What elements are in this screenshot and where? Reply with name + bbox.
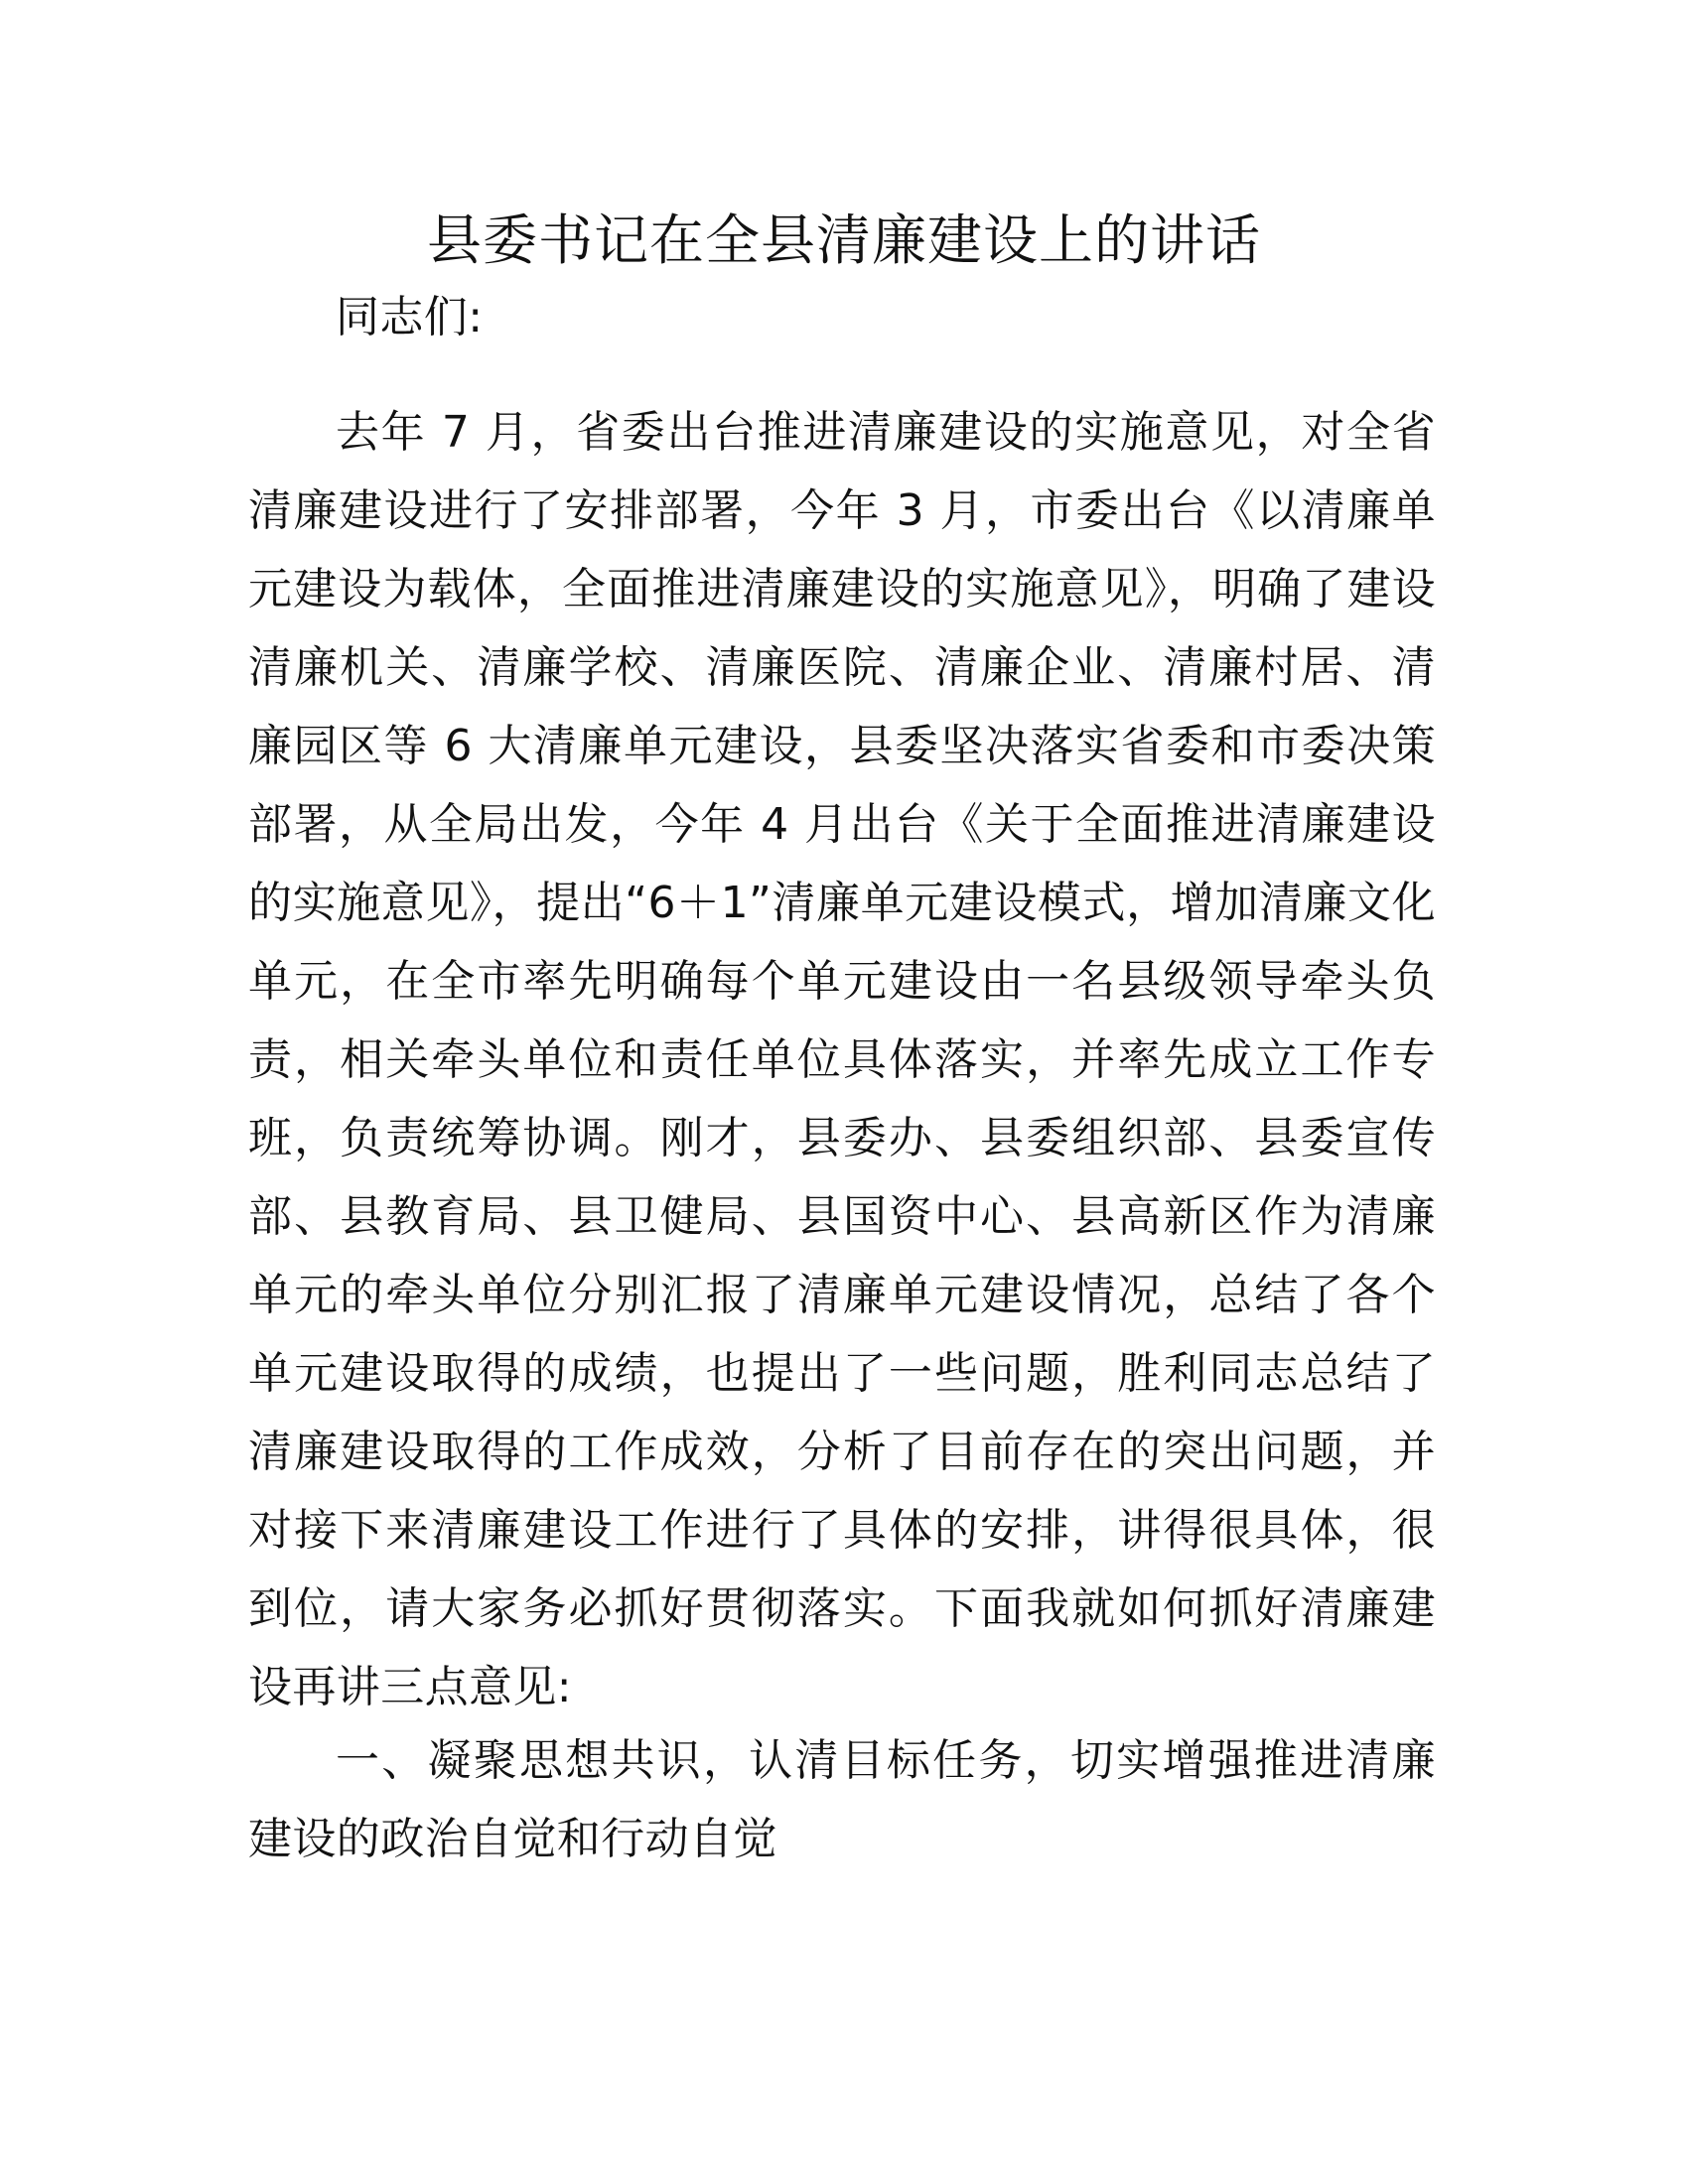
section-heading: 一、凝聚思想共识，认清目标任务，切实增强推进清廉建设的政治自觉和行动自觉: [248, 1735, 1436, 1864]
salutation: 同志们:: [336, 292, 484, 342]
document-title: 县委书记在全县清廉建设上的讲话: [426, 208, 1261, 272]
body-paragraph: 去年 7 月，省委出台推进清廉建设的实施意见，对全省清廉建设进行了安排部署，今年 3 月，市委出台《以清廉单元建设为载体，全面推进清廉建设的实施意见》，明确了建设清廉机关、清廉学校、清廉医院、清廉企业、清廉村居、清廉园区等 6 大清廉单元建设，县委坚决落实省委和市委决策部署，从全局出发，今年 4 月出台《关于全面推进清廉建设的实施意见》，提出“6＋1”清廉单元建设模式，增加清廉文化单元，在全市率先明确每个单元建设由一名县级领导牵头负责，相关牵头单位和责任单位具体落实，并率先成立工作专班，负责统筹协调。刚才，县委办、县委组织部、县委宣传部、县教育局、县卫健局、县国资中心、县高新区作为清廉单元的牵头单位分别汇报了清廉单元建设情况，总结了各个单元建设取得的成绩，也提出了一些问题，胜利同志总结了清廉建设取得的工作成效，分析了目前存在的突出问题，并对接下来清廉建设工作进行了具体的安排，讲得很具体，很到位，请大家务必抓好贯彻落实。下面我就如何抓好清廉建设再讲三点意见:: [248, 407, 1436, 1712]
